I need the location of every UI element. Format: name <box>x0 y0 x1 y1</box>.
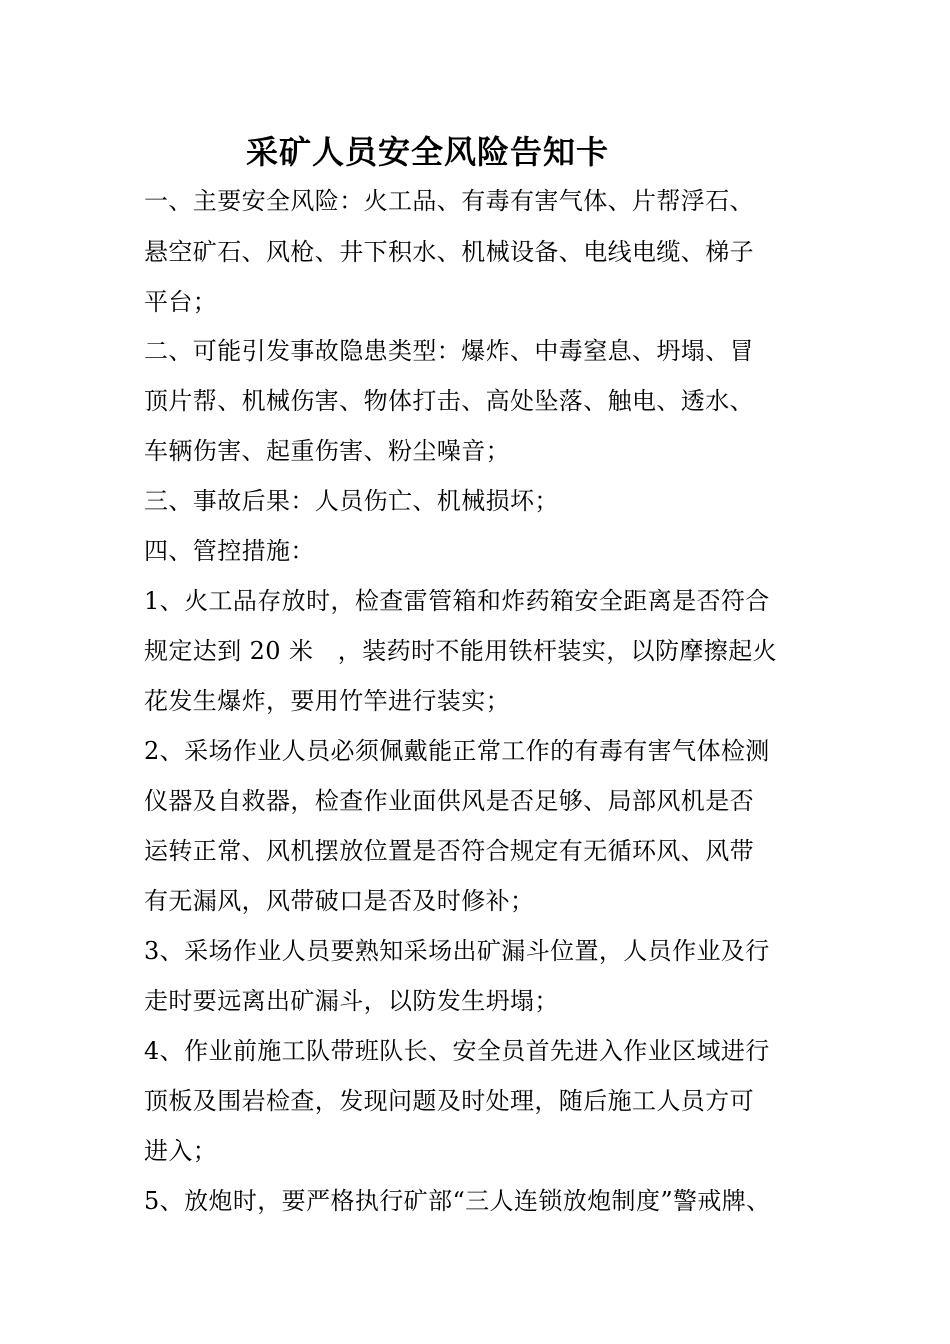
text-line-13: 仪器及自救器，检查作业面供风是否足够、局部风机是否 <box>144 787 754 815</box>
text-line-2: 悬空矿石、风枪、井下积水、机械设备、电线电缆、梯子 <box>144 238 754 266</box>
text-line-8: 四、管控措施： <box>144 537 315 565</box>
text-line-12: 2、采场作业人员必须佩戴能正常工作的有毒有害气体检测 <box>144 737 770 765</box>
text-line-18: 4、作业前施工队带班队长、安全员首先进入作业区域进行 <box>144 1037 770 1065</box>
text-line-17: 走时要远离出矿漏斗，以防发生坍塌； <box>144 987 559 1015</box>
text-line-11: 花发生爆炸，要用竹竿进行装实； <box>144 687 510 715</box>
text-line-21: 5、放炮时，要严格执行矿部“三人连锁放炮制度”警戒牌、 <box>144 1187 771 1215</box>
text-line-9: 1、火工品存放时，检查雷管箱和炸药箱安全距离是否符合 <box>144 587 770 615</box>
text-line-3: 平台； <box>144 288 218 316</box>
text-line-7: 三、事故后果：人员伤亡、机械损坏； <box>144 487 559 515</box>
text-line-15: 有无漏风，风带破口是否及时修补； <box>144 887 535 915</box>
text-line-6: 车辆伤害、起重伤害、粉尘噪音； <box>144 437 510 465</box>
text-line-1: 一、主要安全风险：火工品、有毒有害气体、片帮浮石、 <box>144 187 754 215</box>
text-line-10: 规定达到 20 米 ，装药时不能用铁杆装实，以防摩擦起火 <box>144 637 777 665</box>
text-line-14: 运转正常、风机摆放位置是否符合规定有无循环风、风带 <box>144 837 754 865</box>
text-line-20: 进入； <box>144 1137 218 1165</box>
text-line-16: 3、采场作业人员要熟知采场出矿漏斗位置，人员作业及行 <box>144 937 770 965</box>
text-line-4: 二、可能引发事故隐患类型：爆炸、中毒窒息、坍塌、冒 <box>144 337 754 365</box>
document-title: 采矿人员安全风险告知卡 <box>246 133 610 171</box>
text-line-5: 顶片帮、机械伤害、物体打击、高处坠落、触电、透水、 <box>144 387 754 415</box>
text-line-19: 顶板及围岩检查，发现问题及时处理，随后施工人员方可 <box>144 1087 754 1115</box>
